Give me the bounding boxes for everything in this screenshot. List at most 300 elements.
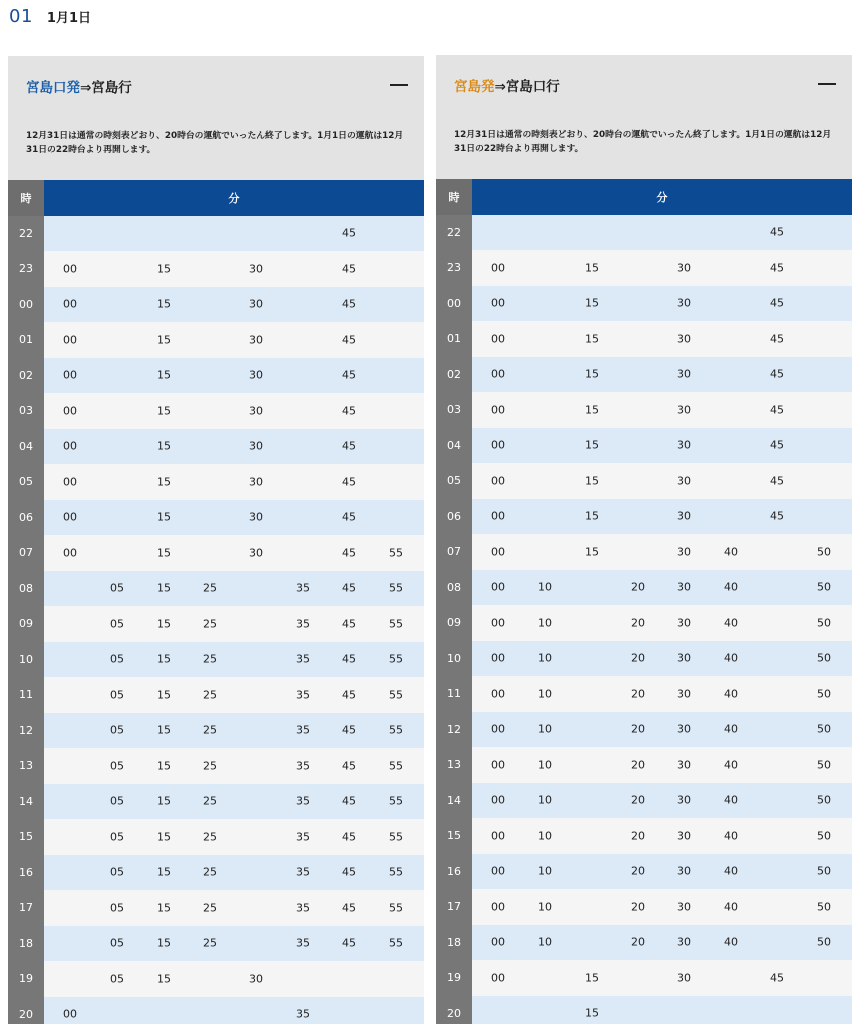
departure-minute: 30 xyxy=(677,474,691,488)
hour-cell: 23 xyxy=(436,250,472,286)
timetable xyxy=(8,180,424,1024)
departure-minute: 45 xyxy=(342,723,356,737)
departure-minute: 15 xyxy=(157,794,171,808)
minutes-cell xyxy=(44,251,424,287)
departure-minute: 50 xyxy=(817,758,831,772)
departure-minute: 05 xyxy=(110,865,124,879)
table-row xyxy=(8,429,424,465)
section-date: 1月1日 xyxy=(46,11,91,26)
table-row xyxy=(436,854,852,890)
departure-minute: 40 xyxy=(724,687,738,701)
departure-minute: 45 xyxy=(342,652,356,666)
hour-cell: 19 xyxy=(436,960,472,996)
minutes-cell xyxy=(472,534,852,570)
table-row xyxy=(8,784,424,820)
panel-note: 12月31日は通常の時刻表どおり、20時台の運航でいったん終了します。1月1日の運航は12月31日の22時台より再開します。 xyxy=(26,131,404,155)
table-row xyxy=(436,463,852,499)
departure-minute: 45 xyxy=(342,368,356,382)
departure-minute: 40 xyxy=(724,829,738,843)
minute-header: 分 xyxy=(44,180,424,216)
departure-minute: 15 xyxy=(585,403,599,417)
departure-minute: 45 xyxy=(770,261,784,275)
table-row xyxy=(8,322,424,358)
departure-minute: 10 xyxy=(538,722,552,736)
departure-minute: 15 xyxy=(157,297,171,311)
hour-cell: 06 xyxy=(436,499,472,535)
departure-minute: 00 xyxy=(491,438,505,452)
departure-minute: 50 xyxy=(817,793,831,807)
departure-minute: 00 xyxy=(491,545,505,559)
departure-minute: 15 xyxy=(157,936,171,950)
departure-minute: 40 xyxy=(724,793,738,807)
section-heading xyxy=(9,6,91,30)
timetable-header-row xyxy=(8,180,424,216)
departure-minute: 05 xyxy=(110,936,124,950)
hour-cell: 12 xyxy=(8,713,44,749)
departure-minute: 15 xyxy=(157,901,171,915)
departure-minute: 05 xyxy=(110,901,124,915)
hour-cell: 15 xyxy=(436,818,472,854)
departure-minute: 15 xyxy=(157,830,171,844)
departure-minute: 45 xyxy=(342,865,356,879)
hour-cell: 14 xyxy=(8,784,44,820)
timetable-body xyxy=(436,215,852,1024)
departure-minute: 30 xyxy=(677,296,691,310)
departure-minute: 15 xyxy=(157,404,171,418)
departure-minute: 35 xyxy=(296,652,310,666)
timetable-body xyxy=(8,216,424,1024)
departure-minute: 15 xyxy=(585,296,599,310)
table-row xyxy=(8,216,424,252)
departure-minute: 45 xyxy=(342,581,356,595)
table-row xyxy=(8,500,424,536)
minutes-cell xyxy=(44,358,424,394)
departure-minute: 20 xyxy=(631,935,645,949)
departure-minute: 25 xyxy=(203,830,217,844)
minutes-cell xyxy=(44,606,424,642)
departure-minute: 55 xyxy=(389,546,403,560)
departure-minute: 30 xyxy=(677,509,691,523)
table-row xyxy=(8,997,424,1024)
departure-minute: 25 xyxy=(203,723,217,737)
departure-minute: 15 xyxy=(157,865,171,879)
minutes-cell xyxy=(472,960,852,996)
departure-minute: 15 xyxy=(157,688,171,702)
panel-header[interactable] xyxy=(8,56,424,180)
departure-minute: 35 xyxy=(296,901,310,915)
section-number: 01 xyxy=(9,6,33,27)
minute-header: 分 xyxy=(472,179,852,215)
minutes-cell xyxy=(44,748,424,784)
departure-minute: 30 xyxy=(677,793,691,807)
table-row xyxy=(8,287,424,323)
departure-minute: 55 xyxy=(389,688,403,702)
departure-minute: 45 xyxy=(770,332,784,346)
departure-minute: 55 xyxy=(389,581,403,595)
minutes-cell xyxy=(472,889,852,925)
minutes-cell xyxy=(44,961,424,997)
hour-cell: 02 xyxy=(8,358,44,394)
hour-cell: 03 xyxy=(436,392,472,428)
departure-minute: 30 xyxy=(677,367,691,381)
minutes-cell xyxy=(472,854,852,890)
table-row xyxy=(8,748,424,784)
departure-minute: 00 xyxy=(491,367,505,381)
minutes-cell xyxy=(44,926,424,962)
departure-minute: 55 xyxy=(389,794,403,808)
departure-minute: 45 xyxy=(342,936,356,950)
departure-minute: 30 xyxy=(677,545,691,559)
minutes-cell xyxy=(472,570,852,606)
departure-minute: 05 xyxy=(110,723,124,737)
departure-minute: 30 xyxy=(677,261,691,275)
table-row xyxy=(436,215,852,251)
hour-cell: 06 xyxy=(8,500,44,536)
table-row xyxy=(8,713,424,749)
departure-minute: 45 xyxy=(342,297,356,311)
departure-minute: 15 xyxy=(585,367,599,381)
table-row xyxy=(436,712,852,748)
table-row xyxy=(436,534,852,570)
departure-minute: 15 xyxy=(157,475,171,489)
hour-cell: 16 xyxy=(8,855,44,891)
departure-minute: 30 xyxy=(249,333,263,347)
departure-minute: 00 xyxy=(491,509,505,523)
table-row xyxy=(8,251,424,287)
departure-minute: 45 xyxy=(770,225,784,239)
departure-minute: 40 xyxy=(724,864,738,878)
departure-minute: 45 xyxy=(342,262,356,276)
departure-minute: 00 xyxy=(63,475,77,489)
departure-minute: 00 xyxy=(63,404,77,418)
departure-minute: 10 xyxy=(538,687,552,701)
departure-minute: 40 xyxy=(724,616,738,630)
departure-minute: 55 xyxy=(389,830,403,844)
departure-minute: 00 xyxy=(491,474,505,488)
departure-minute: 10 xyxy=(538,864,552,878)
departure-minute: 10 xyxy=(538,900,552,914)
minutes-cell xyxy=(44,535,424,571)
departure-minute: 10 xyxy=(538,935,552,949)
departure-minute: 00 xyxy=(491,722,505,736)
departure-minute: 15 xyxy=(585,545,599,559)
departure-minute: 30 xyxy=(677,758,691,772)
minutes-cell xyxy=(44,393,424,429)
hour-cell: 13 xyxy=(8,748,44,784)
departure-minute: 45 xyxy=(342,617,356,631)
departure-minute: 50 xyxy=(817,580,831,594)
departure-minute: 05 xyxy=(110,972,124,986)
departure-minute: 05 xyxy=(110,759,124,773)
hour-cell: 11 xyxy=(436,676,472,712)
departure-minute: 45 xyxy=(770,509,784,523)
minutes-cell xyxy=(44,429,424,465)
departure-minute: 30 xyxy=(677,651,691,665)
panel-title xyxy=(454,75,560,95)
departure-minute: 25 xyxy=(203,581,217,595)
departure-minute: 55 xyxy=(389,652,403,666)
hour-cell: 00 xyxy=(436,286,472,322)
hour-cell: 05 xyxy=(436,463,472,499)
table-row xyxy=(436,499,852,535)
departure-minute: 35 xyxy=(296,830,310,844)
departure-minute: 15 xyxy=(585,1006,599,1020)
minutes-cell xyxy=(472,357,852,393)
departure-minute: 45 xyxy=(342,404,356,418)
minutes-cell xyxy=(472,925,852,961)
table-row xyxy=(436,783,852,819)
departure-minute: 15 xyxy=(157,333,171,347)
departure-minute: 15 xyxy=(157,581,171,595)
departure-minute: 00 xyxy=(63,368,77,382)
hour-cell: 17 xyxy=(436,889,472,925)
departure-minute: 40 xyxy=(724,580,738,594)
departure-minute: 35 xyxy=(296,1007,310,1021)
departure-minute: 45 xyxy=(342,439,356,453)
hour-cell: 04 xyxy=(8,429,44,465)
departure-minute: 05 xyxy=(110,617,124,631)
departure-minute: 15 xyxy=(157,972,171,986)
minutes-cell xyxy=(472,747,852,783)
hour-cell: 00 xyxy=(8,287,44,323)
departure-minute: 25 xyxy=(203,759,217,773)
hour-cell: 07 xyxy=(8,535,44,571)
departure-minute: 45 xyxy=(770,438,784,452)
departure-minute: 45 xyxy=(342,475,356,489)
departure-minute: 35 xyxy=(296,936,310,950)
departure-minute: 00 xyxy=(491,687,505,701)
minutes-cell xyxy=(44,677,424,713)
table-row xyxy=(436,286,852,322)
timetable-panel-miyajimaguchi xyxy=(8,56,424,1024)
departure-minute: 00 xyxy=(491,580,505,594)
departure-minute: 10 xyxy=(538,580,552,594)
departure-minute: 15 xyxy=(157,368,171,382)
minutes-cell xyxy=(472,392,852,428)
departure-minute: 20 xyxy=(631,580,645,594)
departure-minute: 40 xyxy=(724,722,738,736)
hour-cell: 18 xyxy=(8,926,44,962)
table-row xyxy=(436,570,852,606)
hour-cell: 22 xyxy=(436,215,472,251)
hour-cell: 23 xyxy=(8,251,44,287)
departure-minute: 05 xyxy=(110,830,124,844)
timetable xyxy=(436,179,852,1024)
departure-minute: 35 xyxy=(296,865,310,879)
departure-minute: 00 xyxy=(491,261,505,275)
departure-minute: 00 xyxy=(63,546,77,560)
hour-cell: 18 xyxy=(436,925,472,961)
panel-header[interactable] xyxy=(436,55,852,179)
departure-minute: 15 xyxy=(157,546,171,560)
destination-label: ⇒宮島口行 xyxy=(494,79,560,95)
minutes-cell xyxy=(44,784,424,820)
panel-note: 12月31日は通常の時刻表どおり、20時台の運航でいったん終了します。1月1日の運航は12月31日の22時台より再開します。 xyxy=(454,130,832,154)
table-row xyxy=(436,357,852,393)
departure-minute: 15 xyxy=(585,261,599,275)
departure-minute: 30 xyxy=(249,404,263,418)
minutes-cell xyxy=(44,500,424,536)
departure-minute: 00 xyxy=(491,651,505,665)
table-row xyxy=(436,605,852,641)
departure-minute: 35 xyxy=(296,723,310,737)
departure-minute: 00 xyxy=(63,262,77,276)
table-row xyxy=(8,464,424,500)
departure-minute: 50 xyxy=(817,829,831,843)
hour-cell: 12 xyxy=(436,712,472,748)
departure-minute: 35 xyxy=(296,617,310,631)
hour-cell: 11 xyxy=(8,677,44,713)
minutes-cell xyxy=(472,712,852,748)
timetable-header-row xyxy=(436,179,852,215)
departure-minute: 25 xyxy=(203,794,217,808)
departure-minute: 10 xyxy=(538,651,552,665)
minutes-cell xyxy=(472,996,852,1024)
departure-minute: 00 xyxy=(491,864,505,878)
departure-minute: 30 xyxy=(677,580,691,594)
departure-minute: 40 xyxy=(724,935,738,949)
departure-minute: 25 xyxy=(203,688,217,702)
hour-cell: 10 xyxy=(8,642,44,678)
departure-minute: 00 xyxy=(63,510,77,524)
destination-label: ⇒宮島行 xyxy=(80,80,132,96)
departure-minute: 45 xyxy=(342,333,356,347)
departure-minute: 00 xyxy=(63,1007,77,1021)
hour-cell: 03 xyxy=(8,393,44,429)
departure-minute: 50 xyxy=(817,651,831,665)
departure-minute: 05 xyxy=(110,652,124,666)
departure-minute: 40 xyxy=(724,545,738,559)
departure-minute: 45 xyxy=(342,510,356,524)
departure-minute: 15 xyxy=(585,332,599,346)
departure-minute: 20 xyxy=(631,793,645,807)
departure-minute: 55 xyxy=(389,865,403,879)
table-row xyxy=(436,925,852,961)
minus-icon[interactable] xyxy=(818,83,836,85)
departure-minute: 50 xyxy=(817,722,831,736)
minutes-cell xyxy=(44,287,424,323)
departure-minute: 00 xyxy=(491,296,505,310)
departure-minute: 20 xyxy=(631,758,645,772)
departure-minute: 15 xyxy=(585,971,599,985)
departure-minute: 25 xyxy=(203,652,217,666)
table-row xyxy=(8,358,424,394)
hour-cell: 08 xyxy=(8,571,44,607)
hour-cell: 17 xyxy=(8,890,44,926)
departure-minute: 30 xyxy=(677,403,691,417)
table-row xyxy=(8,961,424,997)
hour-header: 時 xyxy=(436,179,472,215)
departure-minute: 40 xyxy=(724,651,738,665)
table-row xyxy=(436,960,852,996)
departure-minute: 30 xyxy=(677,971,691,985)
departure-minute: 20 xyxy=(631,687,645,701)
hour-cell: 14 xyxy=(436,783,472,819)
departure-minute: 00 xyxy=(63,439,77,453)
minutes-cell xyxy=(44,216,424,252)
departure-minute: 50 xyxy=(817,616,831,630)
minutes-cell xyxy=(44,819,424,855)
departure-label: 宮島口発 xyxy=(26,80,80,96)
minutes-cell xyxy=(44,642,424,678)
minutes-cell xyxy=(44,890,424,926)
departure-minute: 30 xyxy=(249,368,263,382)
departure-minute: 15 xyxy=(157,652,171,666)
departure-minute: 30 xyxy=(677,864,691,878)
departure-minute: 00 xyxy=(491,935,505,949)
departure-minute: 30 xyxy=(677,935,691,949)
departure-minute: 50 xyxy=(817,935,831,949)
departure-minute: 00 xyxy=(491,971,505,985)
departure-minute: 55 xyxy=(389,759,403,773)
departure-minute: 30 xyxy=(249,475,263,489)
minutes-cell xyxy=(472,783,852,819)
table-row xyxy=(8,890,424,926)
departure-minute: 00 xyxy=(63,297,77,311)
departure-minute: 45 xyxy=(342,688,356,702)
departure-minute: 50 xyxy=(817,545,831,559)
departure-minute: 55 xyxy=(389,901,403,915)
departure-minute: 00 xyxy=(491,403,505,417)
departure-minute: 55 xyxy=(389,723,403,737)
departure-minute: 30 xyxy=(249,972,263,986)
departure-minute: 20 xyxy=(631,864,645,878)
hour-cell: 01 xyxy=(436,321,472,357)
departure-minute: 45 xyxy=(342,794,356,808)
hour-cell: 20 xyxy=(8,997,44,1024)
table-row xyxy=(8,677,424,713)
departure-minute: 00 xyxy=(491,332,505,346)
departure-minute: 35 xyxy=(296,581,310,595)
hour-cell: 08 xyxy=(436,570,472,606)
departure-minute: 30 xyxy=(677,722,691,736)
table-row xyxy=(436,818,852,854)
departure-minute: 15 xyxy=(157,510,171,524)
departure-minute: 25 xyxy=(203,617,217,631)
departure-minute: 50 xyxy=(817,900,831,914)
hour-cell: 09 xyxy=(436,605,472,641)
departure-minute: 10 xyxy=(538,793,552,807)
departure-minute: 45 xyxy=(342,759,356,773)
minus-icon[interactable] xyxy=(390,84,408,86)
minutes-cell xyxy=(472,641,852,677)
departure-minute: 10 xyxy=(538,616,552,630)
departure-minute: 15 xyxy=(585,509,599,523)
departure-minute: 00 xyxy=(63,333,77,347)
departure-minute: 45 xyxy=(770,296,784,310)
hour-cell: 15 xyxy=(8,819,44,855)
table-row xyxy=(8,855,424,891)
departure-minute: 00 xyxy=(491,900,505,914)
departure-minute: 20 xyxy=(631,829,645,843)
table-row xyxy=(436,641,852,677)
table-row xyxy=(436,392,852,428)
departure-minute: 55 xyxy=(389,936,403,950)
departure-minute: 40 xyxy=(724,900,738,914)
hour-cell: 10 xyxy=(436,641,472,677)
hour-cell: 22 xyxy=(8,216,44,252)
timetable-panel-miyajima xyxy=(436,55,852,1024)
departure-minute: 15 xyxy=(157,439,171,453)
minutes-cell xyxy=(44,713,424,749)
minutes-cell xyxy=(472,463,852,499)
hour-cell: 02 xyxy=(436,357,472,393)
departure-minute: 30 xyxy=(677,829,691,843)
minutes-cell xyxy=(472,321,852,357)
departure-minute: 45 xyxy=(342,226,356,240)
departure-label: 宮島発 xyxy=(454,79,495,95)
minutes-cell xyxy=(44,464,424,500)
